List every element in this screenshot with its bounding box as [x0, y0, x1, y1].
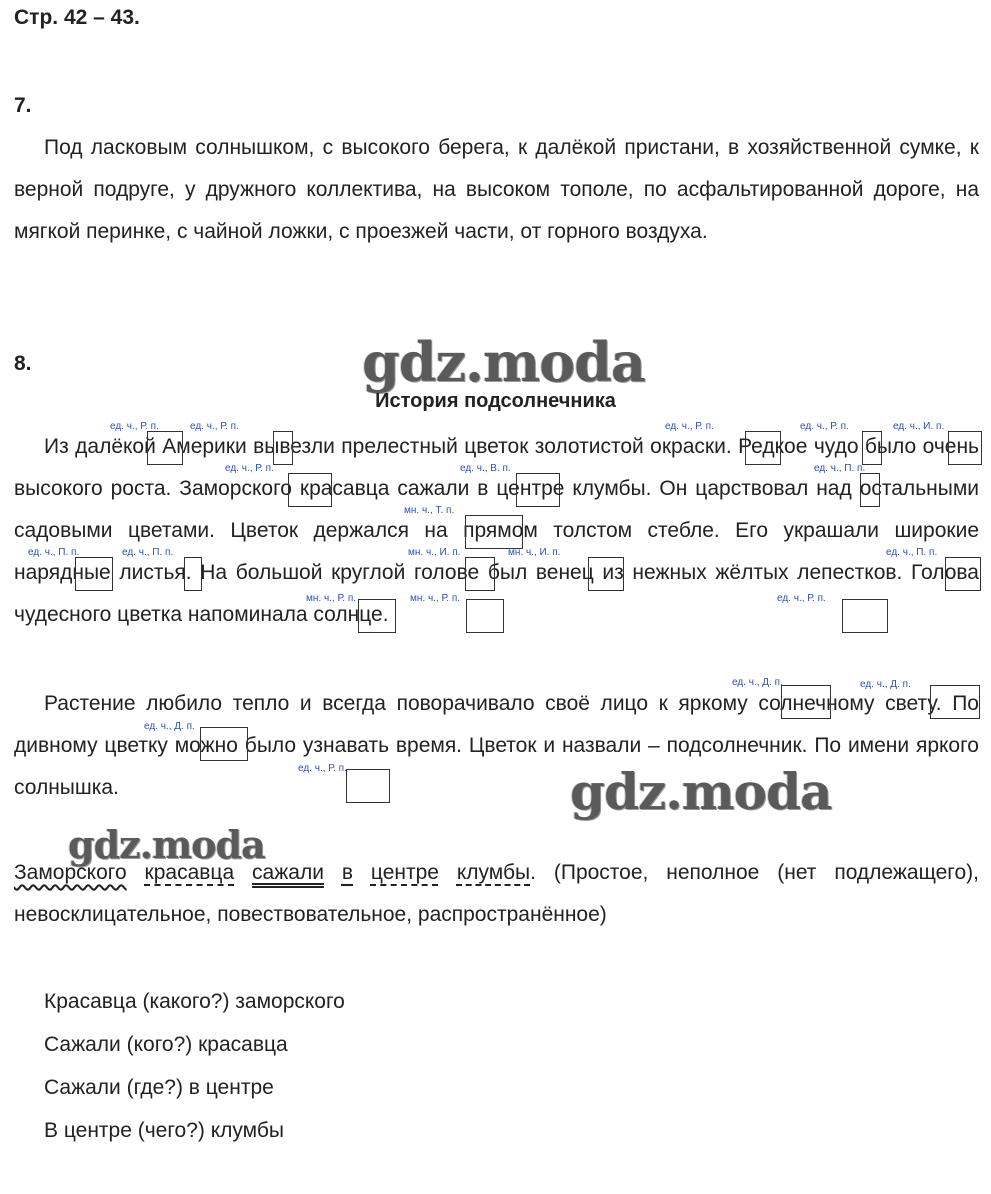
case-annotation: ед. ч., В. п.: [460, 463, 511, 474]
ending-box: [358, 599, 396, 633]
case-annotation: ед. ч., Р. п.: [225, 463, 274, 474]
case-annotation: ед. ч., Р. п.: [190, 421, 239, 432]
case-annotation: мн. ч., И. п.: [508, 547, 561, 558]
ending-box: [860, 473, 880, 507]
case-annotation: ед. ч., Р. п.: [298, 763, 347, 774]
ending-box: [200, 727, 248, 761]
case-annotation: ед. ч., Р. п.: [800, 421, 849, 432]
ending-box: [466, 599, 504, 633]
case-annotation: ед. ч., П. п.: [28, 547, 80, 558]
ending-box: [930, 685, 980, 719]
ending-box: [288, 473, 332, 507]
ending-box: [184, 557, 202, 591]
watermark: gdz.moda: [68, 822, 265, 867]
case-annotation: ед. ч., Р. п.: [665, 421, 714, 432]
ending-box: [862, 431, 882, 465]
ending-box: [945, 557, 981, 591]
case-annotation: мн. ч., Р. п.: [306, 593, 357, 604]
ending-box: [948, 431, 982, 465]
case-annotation: ед. ч., П. п.: [122, 547, 174, 558]
watermark: gdz.moda: [570, 762, 832, 821]
addition-word: клумбы: [456, 861, 531, 884]
sentence-analysis: [14, 852, 979, 936]
story-paragraph-2: Растение любило тепло и всегда поворачивало своё лицо к яркому солнечному свету. По дивному цветку можно было узнавать время. Цветок и назвали – подсолнечник. По имени яркого солнышка.: [14, 692, 979, 799]
task-7-number: 7.: [14, 94, 32, 117]
ending-box: [346, 769, 390, 803]
watermark: gdz.moda: [362, 330, 645, 394]
case-annotation: ед. ч., П. п.: [814, 463, 866, 474]
task-7-text: Под ласковым солнышком, с высокого берега, к далёкой пристани, в хозяйственной сумке, к верной подруге, у дружного коллектива, на высоком тополе, по асфальтированной дороге, на мягкой перинке, с чайной ложки, с проезжей части, от горного воздуха.: [14, 136, 979, 243]
case-annotation: мн. ч., Т. п.: [404, 505, 455, 516]
case-annotation: мн. ч., И. п.: [408, 547, 461, 558]
case-annotation: ед. ч., Р. п.: [777, 593, 826, 604]
ending-box: [147, 431, 183, 465]
ending-box: [75, 557, 113, 591]
circumstance-preposition: в: [341, 861, 353, 884]
case-annotation: ед. ч., Д. п.: [144, 721, 195, 732]
case-annotation: ед. ч., И. п.: [893, 421, 945, 432]
ending-box: [745, 431, 781, 465]
case-annotation: мн. ч., Р. п.: [410, 593, 461, 604]
phrase-item: Сажали (кого?) красавца: [44, 1033, 288, 1056]
predicate-word: сажали: [252, 861, 324, 884]
ending-box: [781, 685, 831, 719]
ending-box: [465, 515, 523, 549]
phrase-item: В центре (чего?) клумбы: [44, 1119, 284, 1142]
ending-box: [588, 557, 624, 591]
ending-box: [273, 431, 293, 465]
ending-box: [842, 599, 888, 633]
ending-box: [516, 473, 560, 507]
circumstance-word: центре: [370, 861, 439, 884]
phrase-item: Сажали (где?) в центре: [44, 1076, 274, 1099]
definition-word: Заморского: [14, 861, 127, 884]
case-annotation: ед. ч., Д. п.: [732, 677, 783, 688]
case-annotation: ед. ч., Д. п.: [860, 679, 911, 690]
task-8-number: 8.: [14, 352, 32, 375]
object-word: красавца: [144, 861, 235, 884]
story-paragraph-1: Из далёкой Америки вывезли прелестный цветок золотистой окраски. Редкое чудо было очень высокого роста. Заморского красавца сажали в центре клумбы. Он царствовал над остальными садовыми цветами. Цветок держался на прямом толстом стебле. Его украшали широкие нарядные листья. На большой круглой голове был венец из нежных жёлтых лепестков. Голова чудесного цветка напоминала солнце.: [14, 435, 979, 626]
case-annotation: ед. ч., П. п.: [886, 547, 938, 558]
ending-box: [465, 557, 495, 591]
page-heading: Стр. 42 – 43.: [14, 6, 140, 29]
phrase-list: [44, 980, 345, 1152]
story-title: История подсолнечника: [375, 390, 616, 412]
case-annotation: ед. ч., Р. п.: [110, 421, 159, 432]
analysis-description: . (Простое, неполное (нет подлежащего), невосклицательное, повествовательное, распространённое): [14, 861, 980, 926]
phrase-item: Красавца (какого?) заморского: [44, 990, 345, 1013]
